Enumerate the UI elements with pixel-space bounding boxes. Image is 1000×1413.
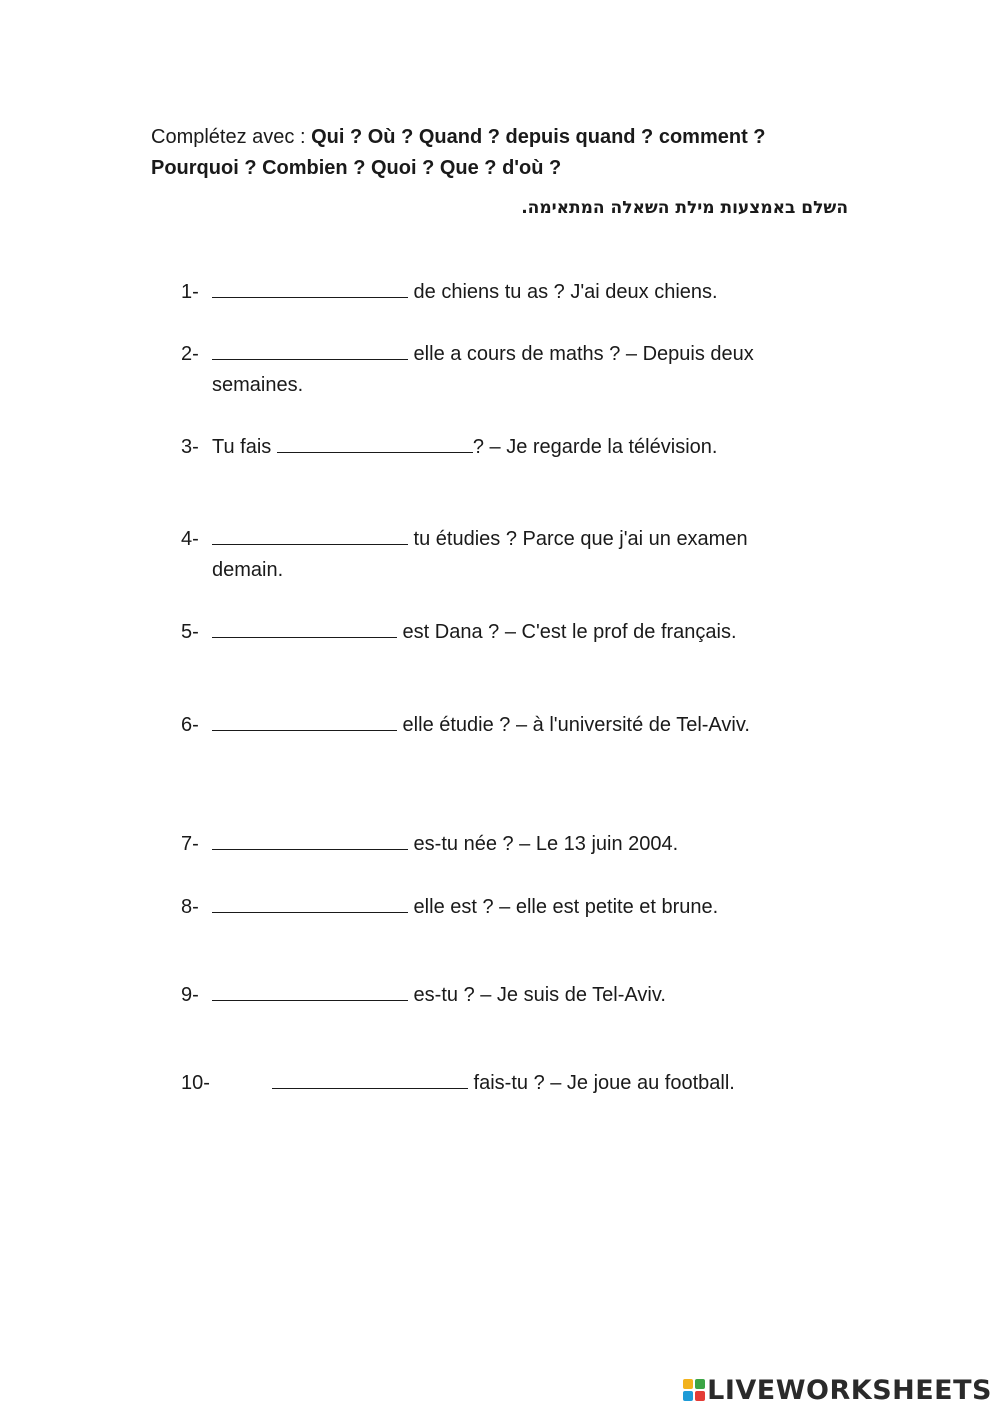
- question-3: 3- Tu fais ? – Je regarde la télévision.: [181, 432, 821, 463]
- question-10: [181, 1068, 821, 1099]
- logo-text: LIVEWORKSHEETS: [707, 1374, 992, 1406]
- question-number: 5-: [181, 621, 199, 643]
- question-5: [181, 617, 821, 648]
- question-number: 2-: [181, 343, 199, 365]
- question-words-line1: Qui ? Où ? Quand ? depuis quand ? comment ?: [311, 126, 766, 148]
- answer-blank-1[interactable]: [212, 277, 408, 298]
- answer-blank-9[interactable]: [212, 980, 408, 1001]
- question-text: est Dana ? – C'est le prof de français.: [397, 621, 737, 643]
- question-number: 1-: [181, 281, 199, 303]
- question-text: ? – Je regarde la télévision.: [472, 436, 718, 458]
- answer-blank-4[interactable]: [212, 524, 408, 545]
- answer-blank-5[interactable]: [212, 617, 397, 638]
- question-4: [181, 524, 801, 586]
- answer-blank-6[interactable]: [212, 710, 397, 731]
- question-7: [181, 829, 821, 860]
- instructions-prefix: Complétez avec :: [151, 126, 312, 148]
- question-6: [181, 710, 821, 741]
- hebrew-instruction: השלם באמצעות מילת השאלה המתאימה.: [521, 198, 848, 218]
- question-8: [181, 892, 821, 923]
- question-text: tu étudies ? Parce que j'ai un examen demain.: [212, 528, 748, 581]
- question-text: elle est ? – elle est petite et brune.: [408, 896, 719, 918]
- question-number: 3-: [181, 436, 199, 458]
- logo-mark-icon: [683, 1379, 705, 1401]
- answer-blank-8[interactable]: [212, 892, 408, 913]
- question-text: elle étudie ? – à l'université de Tel-Aviv.: [397, 714, 750, 736]
- question-number: 9-: [181, 984, 199, 1006]
- question-text: de chiens tu as ? J'ai deux chiens.: [408, 281, 718, 303]
- question-text: es-tu ? – Je suis de Tel-Aviv.: [408, 984, 666, 1006]
- question-words-line2: Pourquoi ? Combien ? Quoi ? Que ? d'où ?: [151, 157, 562, 179]
- question-number: 8-: [181, 896, 199, 918]
- question-number: 7-: [181, 833, 199, 855]
- answer-blank-7[interactable]: [212, 829, 408, 850]
- question-text: es-tu née ? – Le 13 juin 2004.: [408, 833, 679, 855]
- answer-blank-2[interactable]: [212, 339, 408, 360]
- answer-blank-3[interactable]: [277, 432, 473, 453]
- question-9: [181, 980, 821, 1011]
- question-text: elle a cours de maths ? – Depuis deux semaines.: [212, 343, 754, 396]
- question-text: fais-tu ? – Je joue au football.: [468, 1072, 735, 1094]
- question-number: 6-: [181, 714, 199, 736]
- question-number: 4-: [181, 528, 199, 550]
- question-1: [181, 277, 821, 308]
- question-2: [181, 339, 801, 401]
- liveworksheets-logo: [683, 1373, 992, 1407]
- question-number: 10-: [181, 1072, 210, 1094]
- instructions: [151, 122, 871, 184]
- answer-blank-10[interactable]: [272, 1068, 468, 1089]
